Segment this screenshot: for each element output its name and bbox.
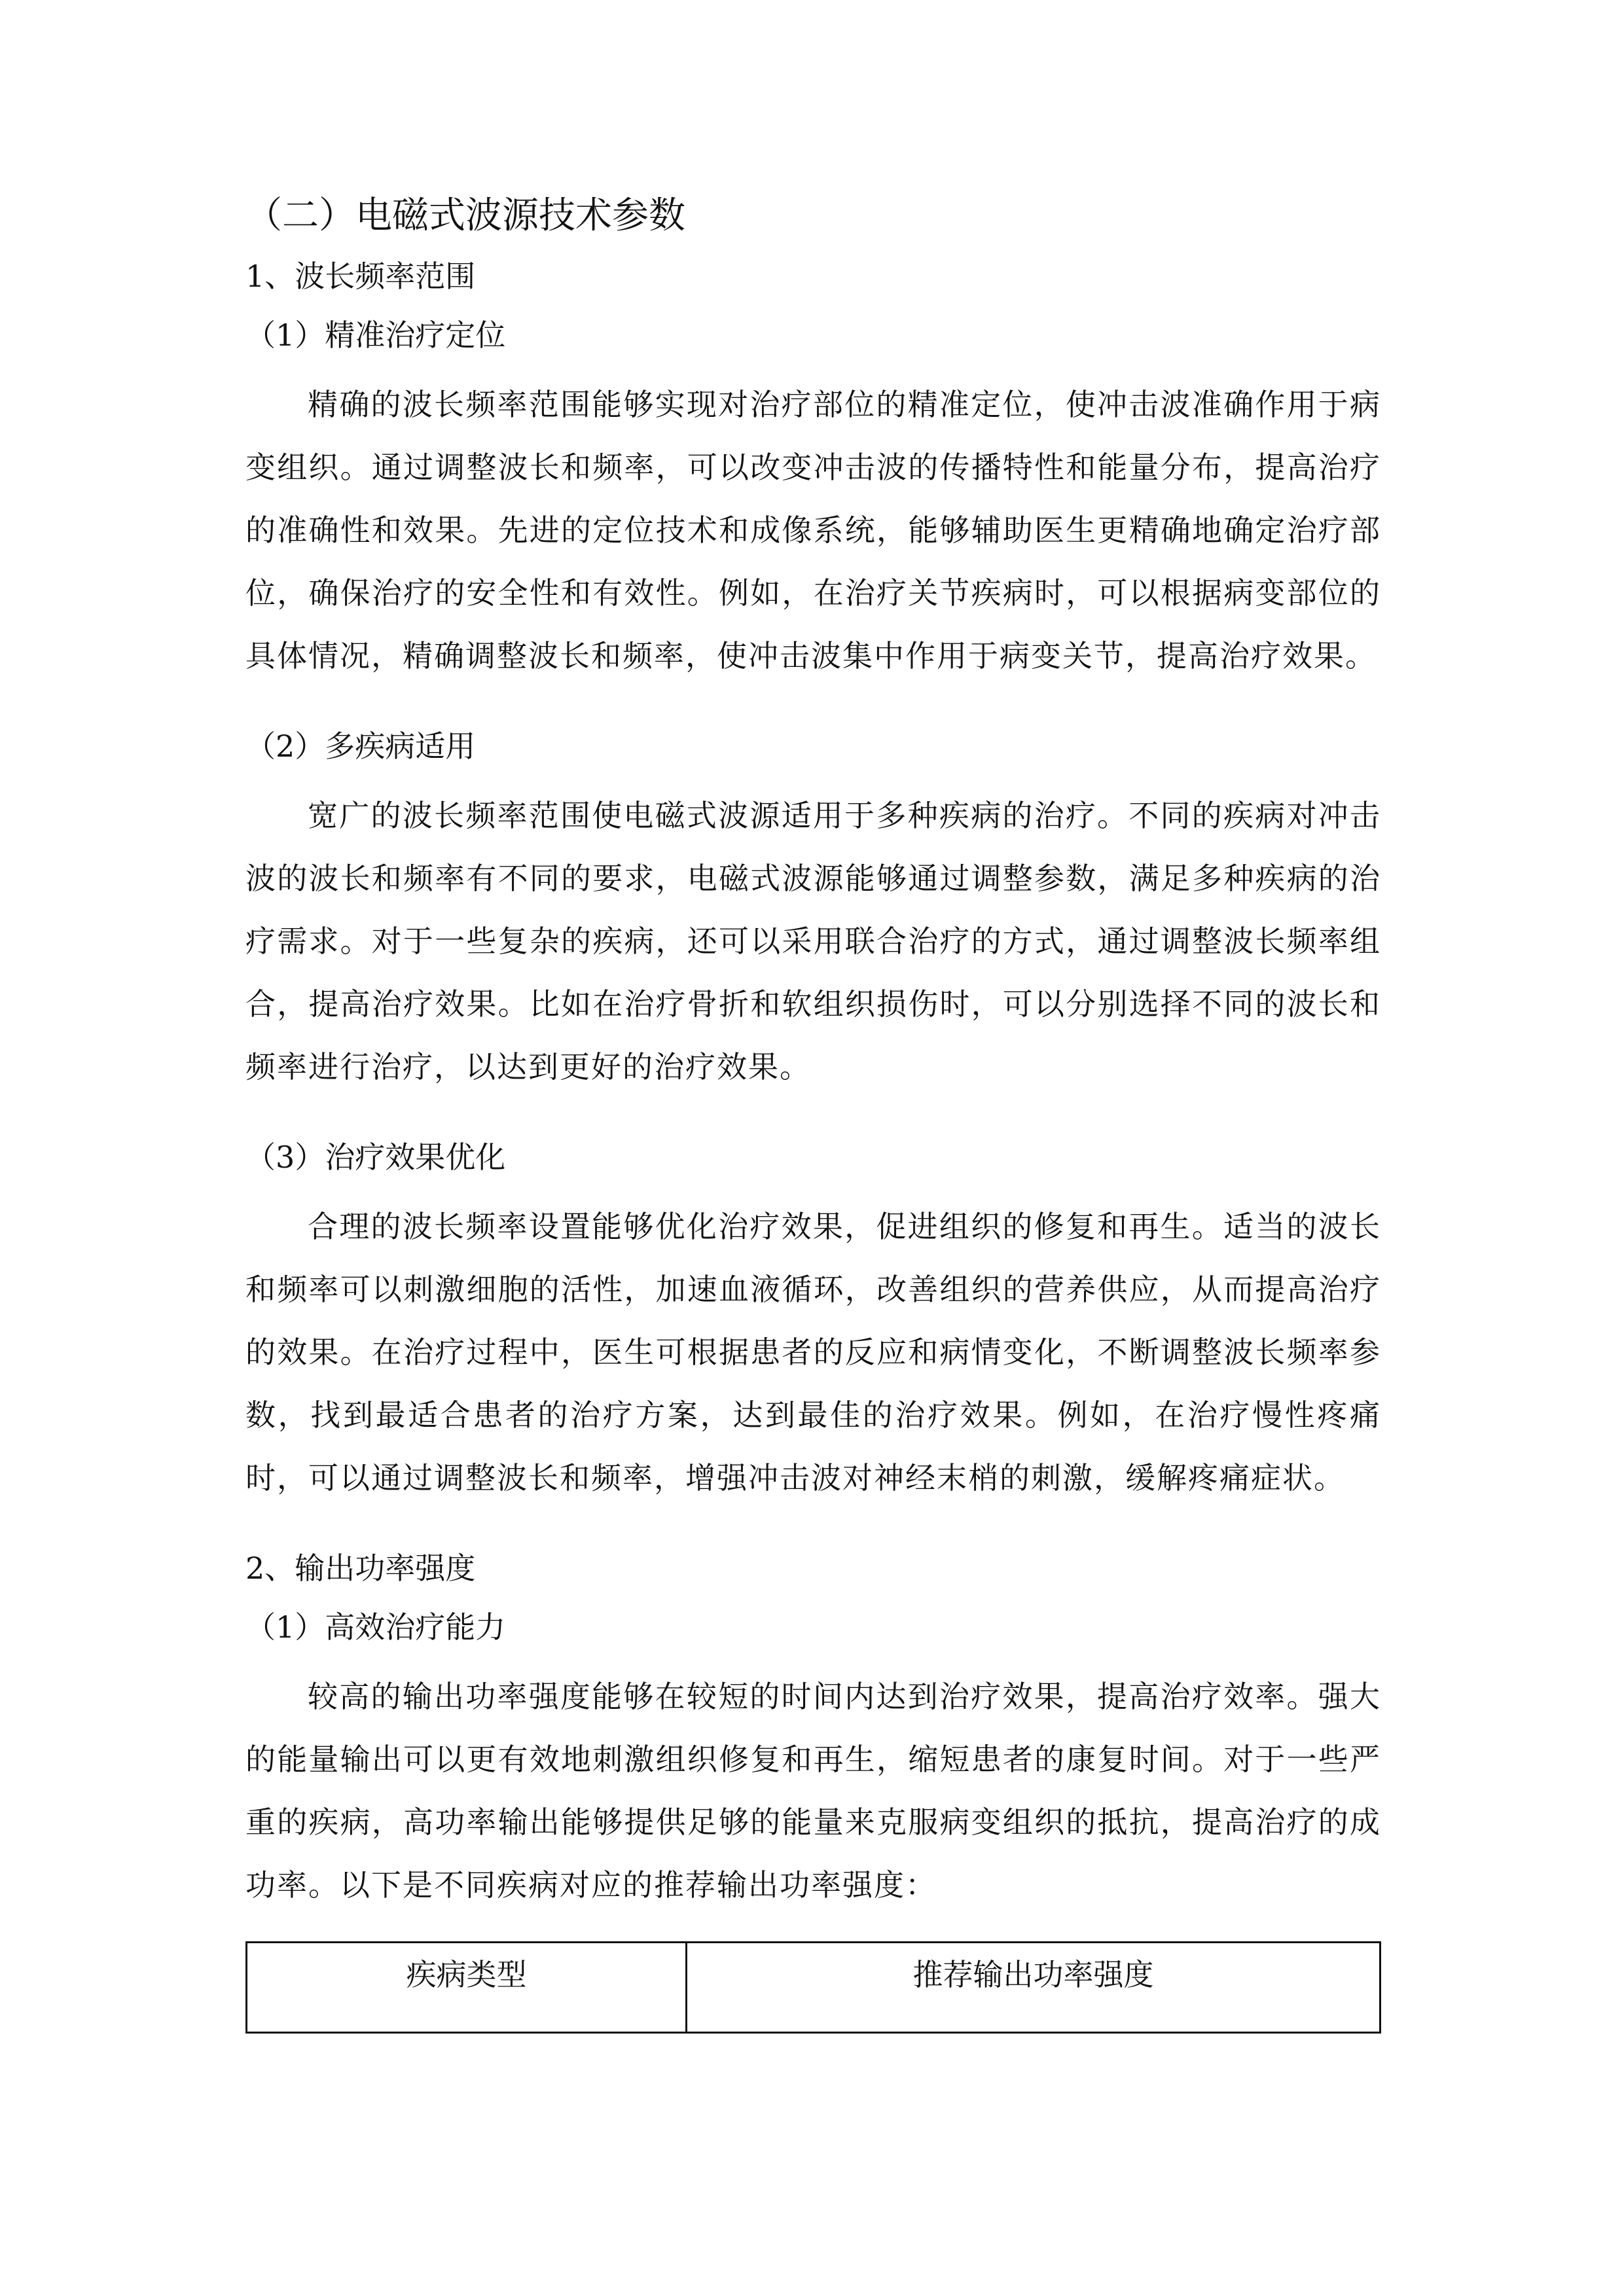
table-header-disease-type: 疾病类型	[247, 1943, 687, 2033]
table-header-row	[247, 1943, 1380, 2033]
document-page	[245, 190, 1381, 2034]
section-title: （二）电磁式波源技术参数	[245, 194, 685, 237]
part1-sub3-heading: （3）治疗效果优化	[245, 1139, 506, 1175]
part2-sub1-paragraph: 较高的输出功率强度能够在较短的时间内达到治疗效果，提高治疗效率。强大的能量输出可以更有效地刺激组织修复和再生，缩短患者的康复时间。对于一些严重的疾病，高功率输出能够提供足够的能量来克服病变组织的抵抗，提高治疗的成功率。以下是不同疾病对应的推荐输出功率强度：	[245, 1679, 1381, 1903]
part1-sub2-heading: （2）多疾病适用	[245, 728, 476, 764]
part1-sub2-paragraph: 宽广的波长频率范围使电磁式波源适用于多种疾病的治疗。不同的疾病对冲击波的波长和频率有不同的要求，电磁式波源能够通过调整参数，满足多种疾病的治疗需求。对于一些复杂的疾病，还可以采用联合治疗的方式，通过调整波长频率组合，提高治疗效果。比如在治疗骨折和软组织损伤时，可以分别选择不同的波长和频率进行治疗，以达到更好的治疗效果。	[245, 798, 1381, 1085]
part1-sub1-paragraph: 精确的波长频率范围能够实现对治疗部位的精准定位，使冲击波准确作用于病变组织。通过调整波长和频率，可以改变冲击波的传播特性和能量分布，提高治疗的准确性和效果。先进的定位技术和成像系统，能够辅助医生更精确地确定治疗部位，确保治疗的安全性和有效性。例如，在治疗关节疾病时，可以根据病变部位的具体情况，精确调整波长和频率，使冲击波集中作用于病变关节，提高治疗效果。	[245, 387, 1381, 673]
part1-heading: 1、波长频率范围	[245, 259, 476, 294]
part2-heading: 2、输出功率强度	[245, 1551, 476, 1586]
power-table	[245, 1941, 1381, 2034]
part1-sub1-heading: （1）精准治疗定位	[245, 317, 506, 353]
part2-sub1-heading: （1）高效治疗能力	[245, 1609, 506, 1645]
part1-sub3-paragraph: 合理的波长频率设置能够优化治疗效果，促进组织的修复和再生。适当的波长和频率可以刺激细胞的活性，加速血液循环，改善组织的营养供应，从而提高治疗的效果。在治疗过程中，医生可根据患者的反应和病情变化，不断调整波长频率参数，找到最适合患者的治疗方案，达到最佳的治疗效果。例如，在治疗慢性疼痛时，可以通过调整波长和频率，增强冲击波对神经末梢的刺激，缓解疼痛症状。	[245, 1209, 1381, 1496]
table-header-recommended-power: 推荐输出功率强度	[687, 1943, 1380, 2033]
